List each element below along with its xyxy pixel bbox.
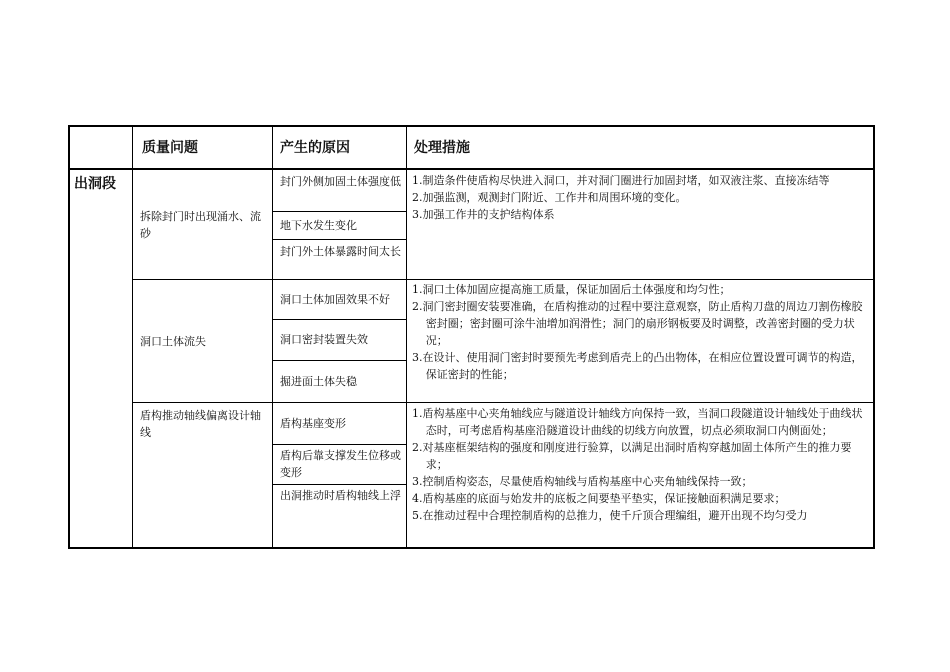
measure-item: 1.制造条件使盾构尽快进入洞口，并对洞门圈进行加固封堵，如双液注浆、直接冻结等 — [412, 174, 830, 187]
cause-cell: 洞口密封装置失效 — [280, 333, 368, 346]
table-border-top — [68, 125, 875, 127]
cause-cell: 掘进面土体失稳 — [280, 375, 357, 388]
measure-item: 3.加强工作井的支护结构体系 — [412, 208, 555, 221]
section-label: 出洞段 — [74, 176, 116, 192]
cause-cell: 洞口土体加固效果不好 — [280, 293, 390, 306]
column-divider — [406, 125, 407, 549]
cause-divider — [272, 319, 406, 320]
cause-divider — [272, 211, 406, 212]
measure-item: 2.洞门密封圈安装要准确，在盾构推动的过程中要注意观察，防止盾构刀盘的周边刀割伤橡胶密封圈；密封圈可涂牛油增加润滑性；洞门的扇形钢板要及时调整，改善密封圈的受力状况； — [412, 300, 863, 347]
table-border-right — [873, 125, 875, 549]
measure-item: 5.在推动过程中合理控制盾构的总推力，使千斤顶合理编组，避开出现不均匀受力 — [412, 509, 808, 522]
cause-cell: 封门外土体暴露时间太长 — [280, 245, 401, 258]
table-border-left — [68, 125, 70, 549]
quality-issues-table — [68, 125, 875, 549]
header-quality-problem: 质量问题 — [142, 140, 198, 156]
group-divider — [132, 279, 875, 280]
measure-item: 3.在设计、使用洞门密封时要预先考虑到盾壳上的凸出物体，在相应位置设置可调节的构造，保证密封的性能； — [412, 351, 863, 381]
cause-divider — [272, 360, 406, 361]
measure-item: 4.盾构基座的底面与始发井的底板之间要垫平垫实，保证接触面积满足要求； — [412, 492, 786, 505]
column-divider — [132, 125, 133, 549]
measure-item: 1.盾构基座中心夹角轴线应与隧道设计轴线方向保持一致，当洞口段隧道设计轴线处于曲线状态时，可考虑盾构基座沿隧道设计曲线的切线方向放置，切点必须取洞口内侧面处； — [412, 407, 863, 437]
measure-item: 2.对基座框架结构的强度和刚度进行验算，以满足出洞时盾构穿越加固土体所产生的推力要求； — [412, 441, 852, 471]
header-measures: 处理措施 — [414, 140, 470, 156]
cause-divider — [272, 484, 406, 485]
measures-cell — [412, 281, 870, 383]
table-border-bottom — [68, 547, 875, 549]
group-divider — [132, 402, 875, 403]
cause-cell: 封门外侧加固土体强度低 — [280, 175, 401, 188]
measures-cell — [412, 172, 870, 223]
problem-cell: 盾构推动轴线偏离设计轴线 — [140, 409, 261, 439]
cause-divider — [272, 239, 406, 240]
problem-cell: 洞口土体流失 — [140, 335, 206, 348]
cause-cell: 盾构后靠支撑发生位移或变形 — [280, 449, 401, 479]
measure-item: 3.控制盾构姿态，尽量使盾构轴线与盾构基座中心夹角轴线保持一致； — [412, 475, 753, 488]
column-divider — [272, 125, 273, 549]
cause-divider — [272, 444, 406, 445]
measures-cell — [412, 405, 870, 524]
cause-cell: 出洞推动时盾构轴线上浮 — [280, 489, 401, 502]
header-divider — [68, 168, 875, 170]
cause-cell: 盾构基座变形 — [280, 417, 346, 430]
measure-item: 2.加强监测，观测封门附近、工作井和周围环境的变化。 — [412, 191, 687, 204]
header-cause: 产生的原因 — [280, 140, 350, 156]
problem-cell: 拆除封门时出现涌水、流砂 — [140, 210, 261, 240]
measure-item: 1.洞口土体加固应提高施工质量，保证加固后土体强度和均匀性； — [412, 283, 731, 296]
cause-cell: 地下水发生变化 — [280, 219, 357, 232]
